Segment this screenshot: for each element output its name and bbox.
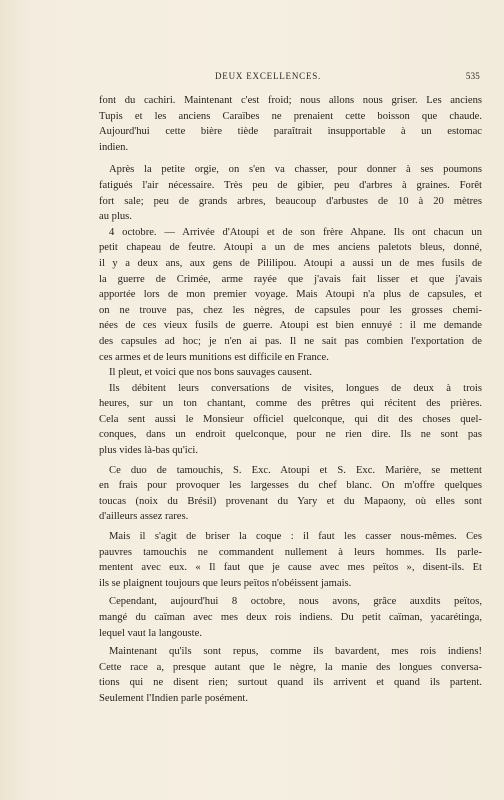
text-line: pauvres tamouchis ne commandent nullement à leurs hommes. Ils parle- — [99, 546, 482, 558]
text-line: Cela sent aussi le Monsieur officiel quelconque, qui dit des choses quel- — [99, 413, 482, 425]
text-line: 4 octobre. — Arrivée d'Atoupi et de son frère Ahpane. Ils ont chacun un — [109, 226, 482, 238]
paragraph — [99, 365, 482, 381]
text-line: Après la petite orgie, on s'en va chasser, pour donner à ses poumons — [109, 164, 482, 176]
text-line: Maintenant qu'ils sont repus, comme ils bavardent, mes rois indiens! — [109, 646, 482, 658]
text-line: d'ailleurs assez rares. — [99, 511, 189, 523]
paragraph — [99, 381, 482, 459]
text-line: Ils débitent leurs conversations de visites, longues de deux à trois — [109, 382, 482, 394]
text-line: font du cachiri. Maintenant c'est froid; nous allons nous griser. Les anciens — [99, 95, 482, 106]
text-line: Il pleut, et voici que nos bons sauvages causent. — [109, 367, 312, 379]
text-line: Mais il s'agit de briser la coque : il faut les casser nous-mêmes. Ces — [109, 531, 482, 543]
text-line: apportée lors de mon premier voyage. Mais Atoupi n'a plus de capsules, et — [99, 289, 482, 301]
text-line: fatigués l'air nécessaire. Très peu de gibier, peu d'arbres à graines. Forêt — [99, 179, 482, 191]
text-line: Cette race a, presque autant que le nègre, la manie des longues conversa- — [99, 661, 482, 673]
text-line: heures, sur un ton chantant, comme des prêtres qui récitent des prières. — [99, 398, 482, 410]
text-line: au plus. — [99, 211, 132, 223]
text-line: nées de ces vieux fusils de guerre. Atoupi est bien ennuyé : il me demande — [99, 320, 482, 332]
text-line: petit chapeau de feutre. Atoupi a un de mes anciens paletots bleus, donné, — [99, 242, 482, 254]
paragraph — [99, 162, 482, 224]
text-line: Cependant, aujourd'hui 8 octobre, nous avons, grâce auxdits peïtos, — [109, 596, 482, 608]
page-header — [100, 71, 480, 85]
text-line: lequel vaut la langouste. — [99, 627, 202, 639]
text-line: ces armes et de leurs munitions est difficile en France. — [99, 351, 329, 363]
text-line: ils se plaignent toujours que leurs peïtos n'obéissent jamais. — [99, 577, 352, 589]
text-line: la guerre de Crimée, arme rayée que j'avais fait lisser et que j'avais — [99, 273, 482, 285]
text-line: fort sale; peu de grands arbres, beaucoup d'arbustes de 10 à 20 mètres — [99, 195, 482, 207]
text-line: Ce duo de tamouchis, S. Exc. Atoupi et S. Exc. Marière, se mettent — [109, 464, 482, 476]
text-line: Tupis et les anciens Caraïbes ne prenaient cette boisson que chaude. — [99, 110, 482, 122]
text-line: il y a deux ans, aux gens de Pililipou. Atoupi a aussi un de mes fusils de — [99, 257, 482, 269]
text-line: des capsules ad hoc; je n'en ai pas. Il ne sait pas combien l'exportation de — [99, 335, 482, 347]
text-line: tions qui ne disent rien; surtout quand ils arrivent et quand ils partent. — [99, 677, 482, 689]
page-number: 535 — [465, 71, 480, 81]
text-line: en frais pour provoquer les largesses du chef blanc. On m'offre quelques — [99, 480, 482, 492]
text-line: mangé du caïman avec mes deux rois indiens. Du petit caïman, yacarétinga, — [99, 612, 482, 623]
paragraph — [99, 463, 482, 525]
running-title: DEUX EXCELLENCES. — [215, 71, 322, 81]
text-line: toucas (noix du Brésil) provenant du Yary et du Mapaony, où elles sont — [99, 495, 482, 507]
paragraph — [99, 594, 482, 641]
text-line: conques, dans un endroit quelconque, pour ne rien dire. Ils ne sont pas — [99, 429, 482, 441]
text-line: mentent avec eux. « Il faut que je cause avec mes peïtos », disent-ils. Et — [99, 562, 482, 574]
paragraph — [99, 225, 482, 365]
body-text — [99, 93, 482, 707]
text-line: Seulement l'Indien parle posément. — [99, 692, 249, 704]
text-line: plus vides là-bas qu'ici. — [99, 445, 199, 457]
text-line: indien. — [99, 141, 129, 153]
text-line: Aujourd'hui cette bière tiède paraîtrait insupportable à un estomac — [99, 126, 482, 138]
paragraph — [99, 644, 482, 706]
paragraph — [99, 529, 482, 591]
text-line: on ne trouve pas, chez les nègres, de capsules pour les grosses chemi- — [99, 304, 482, 316]
paragraph — [99, 93, 482, 155]
